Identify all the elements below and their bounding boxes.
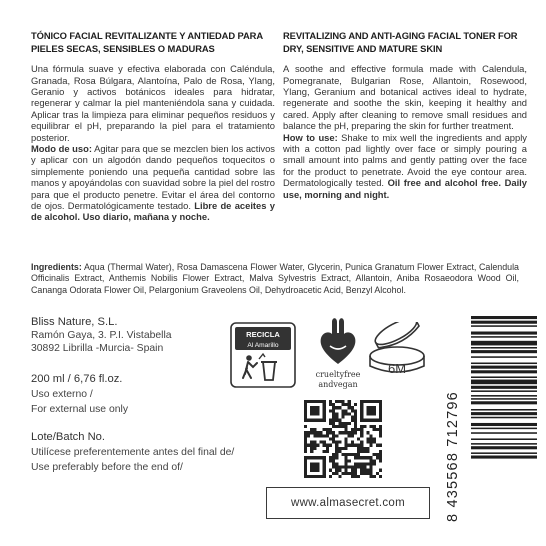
spanish-heading: TÓNICO FACIAL REVITALIZANTE Y ANTIEDAD PARA PIELES SECAS, SENSIBLES O MADURAS: [31, 30, 263, 54]
english-description: A soothe and effective formula made with Calendula, Pomegranate, Bulgarian Rose, Allantoin, Rosewood, Ylang, Geranium and botanical actives ideal to hydrate, regenerate and soothe the skin, keeping it healthy and cared. Apply after cleaning to remove small residues and balance the pH, preparing the skin for further treatment.: [283, 63, 527, 132]
spanish-usage-text: Agitar para que se mezclen bien los activos y aplicar con un algodón dando pequeños toquecitos o simplemente poniendo una pequeña cantidad sobre las manos y apoyándolas con suavidad sobre la piel del rostro para que el producto penetre. Evitar el área del contorno de ojos. Dermatológicamente testado.: [31, 143, 275, 212]
barcode-digits: 8 435568 712796: [445, 391, 461, 522]
volume-block: [31, 372, 261, 417]
spanish-description: Una fórmula suave y efectiva elaborada con Caléndula, Granada, Rosa Búlgara, Alantoína, Palo de Rosa, Ylang, Geranio y activos botánicos ideales para hidratar, regenerar y calmar la piel manteniéndola sana y cuidada. Aplicar tras la limpieza para eliminar pequeños residuos y equilibrar el pH, preparando la piel para el tratamiento posterior.: [31, 63, 275, 143]
batch-block: [31, 430, 271, 475]
recycling-person-icon: [243, 354, 277, 380]
external-use-en: For external use only: [31, 404, 129, 415]
website-box[interactable]: [266, 487, 430, 519]
website-url[interactable]: www.almasecret.com: [290, 497, 406, 509]
recycle-subtitle: Al Amarillo: [247, 342, 279, 349]
cruelty-free-vegan-icon: [313, 316, 363, 390]
ean-barcode: [441, 312, 541, 528]
external-use-es: Uso externo /: [31, 389, 93, 400]
english-usage-bold: Oil free and alcohol free. Daily use, morning and night.: [283, 177, 528, 200]
spanish-description-block: [31, 63, 275, 223]
company-address-line-1: Ramón Gaya, 3. P.I. Vistabella: [31, 330, 172, 341]
batch-label: Lote/Batch No.: [31, 431, 106, 443]
and-vegan-text: andvegan: [318, 380, 358, 389]
spanish-usage: [31, 143, 275, 223]
ingredients-label: Ingredients:: [31, 262, 82, 272]
rabbit-heart-icon: [321, 318, 356, 364]
best-before-es: Utilícese preferentemente antes del final de/: [31, 447, 235, 458]
recycle-yellow-bin-icon: [230, 322, 296, 388]
spanish-usage-bold: Libre de aceites y de alcohol. Uso diario, mañana y noche.: [31, 200, 275, 223]
company-block: [31, 316, 261, 355]
english-usage: [283, 132, 527, 200]
best-before-en: Use preferably before the end of/: [31, 462, 183, 473]
pao-months: 6M: [387, 361, 407, 376]
spanish-column: [31, 30, 275, 223]
qr-code[interactable]: [304, 400, 382, 478]
company-address-line-2: 30892 Librilla -Murcia- Spain: [31, 343, 164, 354]
spanish-usage-label: Modo de uso:: [31, 143, 92, 155]
english-usage-label: How to use:: [283, 131, 338, 143]
period-after-opening-jar-icon: [366, 322, 428, 380]
english-heading: REVITALIZING AND ANTI-AGING FACIAL TONER FOR DRY, SENSITIVE AND MATURE SKIN: [283, 30, 518, 54]
recycle-title: RECICLA: [246, 330, 280, 339]
ingredients-text: Aqua (Thermal Water), Rosa Damascena Flower Water, Glycerin, Punica Granatum Flower Extract, Calendula Officinalis Extract, Anthemis Nobilis Flower Extract, Malva Sylvestris Extract, Allantoin, Aniba Rosaeodora Wood Oil, Cananga Odorata Flower Oil, Pelargonium Graveolens Oil, Dehydroacetic Acid, Benzyl Alcohol.: [31, 262, 519, 295]
english-column: [283, 30, 527, 200]
ingredients-block: [31, 262, 519, 296]
english-description-block: [283, 63, 527, 200]
volume-amount: 200 ml / 6,76 fl.oz.: [31, 373, 123, 385]
english-usage-text: Shake to mix well the ingredients and apply with a cotton pad lightly over face or simply pouring a small amount into palms and gently patting over the face for the product to penetrate. Avoid the eye contour area. Dermatologically tested.: [283, 131, 527, 189]
cruelty-free-text: crueltyfree: [315, 370, 361, 379]
company-name: Bliss Nature, S.L.: [31, 316, 118, 328]
